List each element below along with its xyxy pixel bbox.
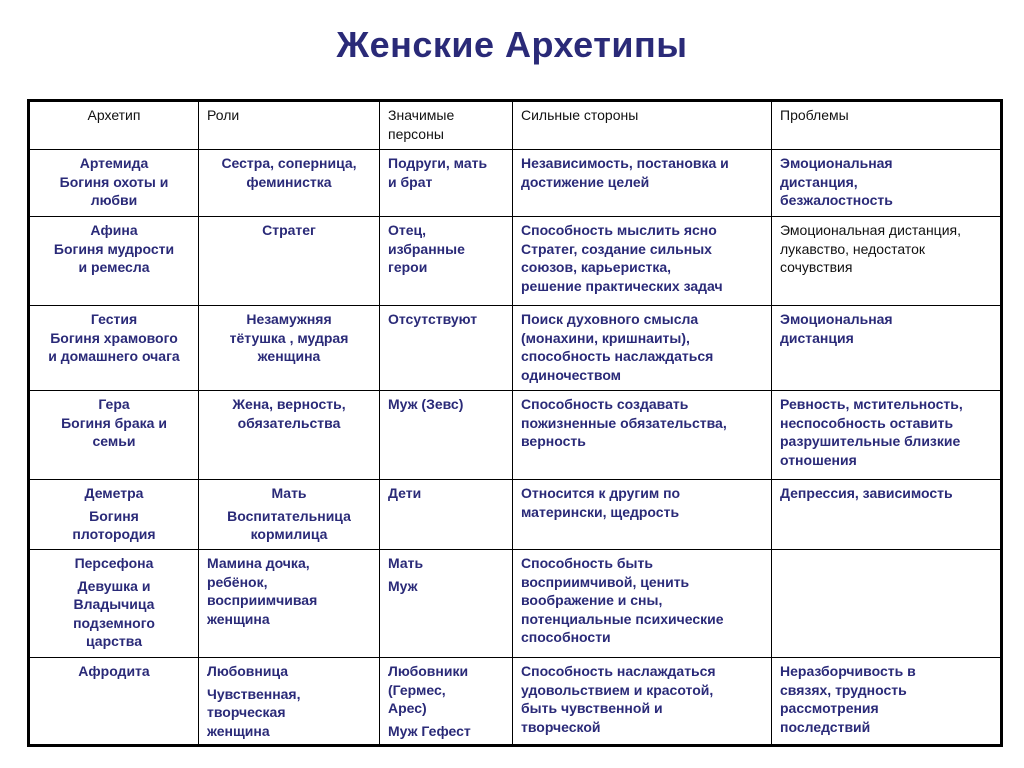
- cell-persons: Отец, избранные герои: [380, 217, 513, 306]
- table-row: [29, 550, 1002, 658]
- cell-problems: Ревность, мстительность, неспособность оставить разрушительные близкие отношения: [772, 391, 1002, 480]
- cell-roles: Сестра, соперница, феминистка: [199, 150, 380, 217]
- cell-strengths: Независимость, постановка и достижение целей: [513, 150, 772, 217]
- cell-roles: Стратег: [199, 217, 380, 306]
- cell-roles: Мать Воспитательница кормилица: [199, 480, 380, 550]
- cell-persons: Любовники (Гермес, Арес) Муж Гефест: [380, 658, 513, 746]
- header-strengths: Сильные стороны: [513, 101, 772, 150]
- cell-problems: Депрессия, зависимость: [772, 480, 1002, 550]
- cell-persons: Подруги, мать и брат: [380, 150, 513, 217]
- cell-roles: Незамужняя тётушка , мудрая женщина: [199, 306, 380, 391]
- header-problems: Проблемы: [772, 101, 1002, 150]
- cell-roles: Мамина дочка, ребёнок, восприимчивая женщина: [199, 550, 380, 658]
- cell-problems: Эмоциональная дистанция: [772, 306, 1002, 391]
- cell-persons: Мать Муж: [380, 550, 513, 658]
- table-row: [29, 391, 1002, 480]
- cell-archetype: Гестия Богиня храмового и домашнего очага: [29, 306, 199, 391]
- header-archetype: Архетип: [29, 101, 199, 150]
- archetypes-table: [27, 99, 1003, 747]
- table-row: [29, 306, 1002, 391]
- cell-problems: Неразборчивость в связях, трудность рассмотрения последствий: [772, 658, 1002, 746]
- table-row: [29, 480, 1002, 550]
- page-title: Женские Архетипы: [336, 24, 688, 65]
- cell-persons: Дети: [380, 480, 513, 550]
- table-row: [29, 658, 1002, 746]
- cell-problems: [772, 550, 1002, 658]
- cell-strengths: Поиск духовного смысла (монахини, кришнаиты), способность наслаждаться одиночеством: [513, 306, 772, 391]
- cell-strengths: Способность наслаждаться удовольствием и красотой, быть чувственной и творческой: [513, 658, 772, 746]
- cell-strengths: Относится к другим по матерински, щедрость: [513, 480, 772, 550]
- cell-problems: Эмоциональная дистанция, безжалостность: [772, 150, 1002, 217]
- table-row: [29, 150, 1002, 217]
- cell-roles: Жена, верность, обязательства: [199, 391, 380, 480]
- cell-archetype: Гера Богиня брака и семьи: [29, 391, 199, 480]
- table-header-row: [29, 101, 1002, 150]
- table-row: [29, 217, 1002, 306]
- cell-persons: Муж (Зевс): [380, 391, 513, 480]
- cell-roles: Любовница Чувственная, творческая женщина: [199, 658, 380, 746]
- header-persons: Значимые персоны: [380, 101, 513, 150]
- cell-archetype: Афродита: [29, 658, 199, 746]
- cell-persons: Отсутствуют: [380, 306, 513, 391]
- cell-archetype: Афина Богиня мудрости и ремесла: [29, 217, 199, 306]
- cell-strengths: Способность мыслить ясно Стратег, создание сильных союзов, карьеристка, решение практических задач: [513, 217, 772, 306]
- cell-strengths: Способность быть восприимчивой, ценить воображение и сны, потенциальные психические способности: [513, 550, 772, 658]
- cell-strengths: Способность создавать пожизненные обязательства, верность: [513, 391, 772, 480]
- cell-archetype: Деметра Богиня плотородия: [29, 480, 199, 550]
- cell-problems: Эмоциональная дистанция, лукавство, недостаток сочувствия: [772, 217, 1002, 306]
- cell-archetype: Артемида Богиня охоты и любви: [29, 150, 199, 217]
- header-roles: Роли: [199, 101, 380, 150]
- cell-archetype: Персефона Девушка и Владычица подземного царства: [29, 550, 199, 658]
